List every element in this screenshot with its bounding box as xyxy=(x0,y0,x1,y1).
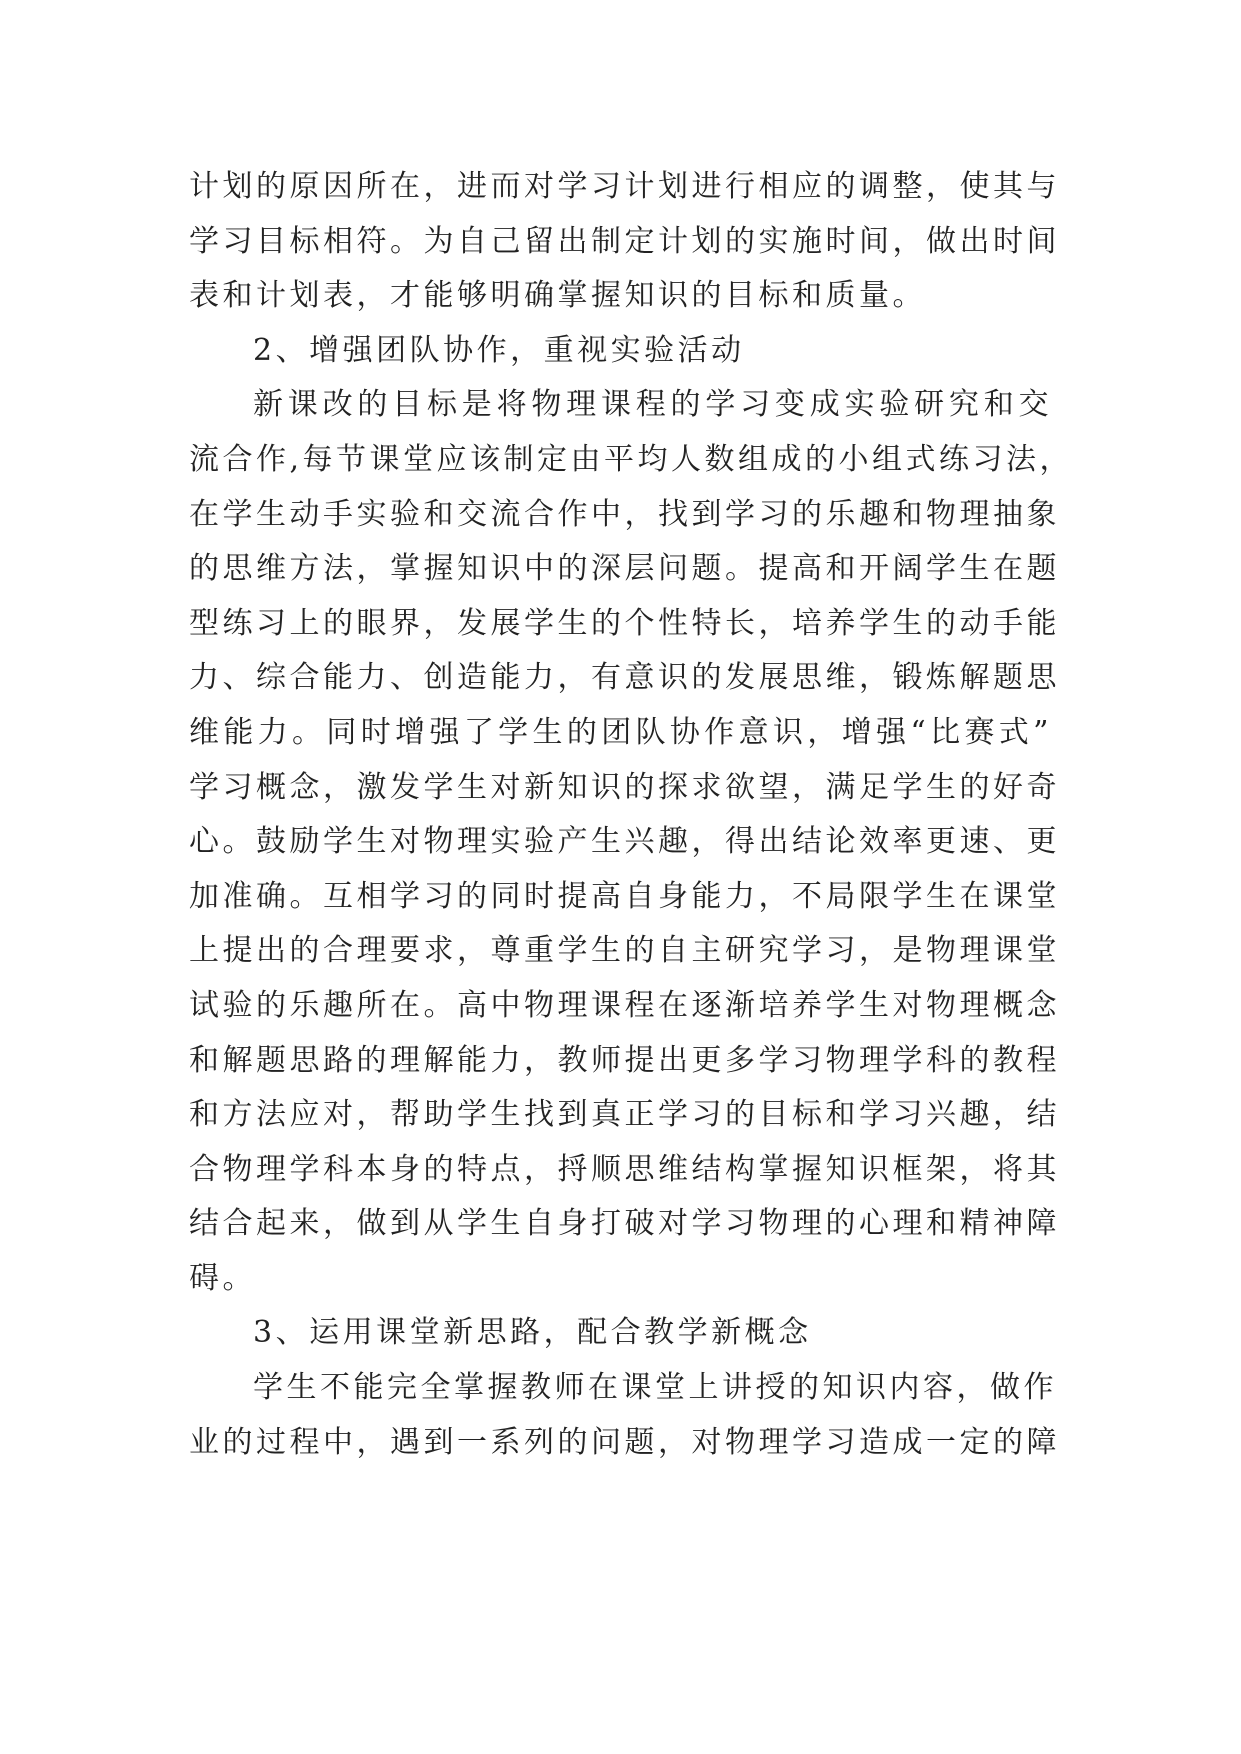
text-line: 碍。 xyxy=(189,1260,256,1296)
text-line: 维能力。同时增强了学生的团队协作意识，增强“比赛式” xyxy=(189,714,1052,750)
body-text xyxy=(189,160,1074,1470)
text-line: 计划的原因所在，进而对学习计划进行相应的调整，使其与 xyxy=(189,169,1060,204)
text-line: 型练习上的眼界，发展学生的个性特长，培养学生的动手能 xyxy=(189,605,1060,641)
text-line: 学习概念，激发学生对新知识的探求欲望，满足学生的好奇 xyxy=(189,769,1060,805)
text-line: 力、综合能力、创造能力，有意识的发展思维，锻炼解题思 xyxy=(189,660,1060,696)
text-line: 结合起来，做到从学生自身打破对学习物理的心理和精神障 xyxy=(189,1206,1060,1242)
text-line: 合物理学科本身的特点，捋顺思维结构掌握知识框架，将其 xyxy=(189,1151,1060,1187)
text-line: 加准确。互相学习的同时提高自身能力，不局限学生在课堂 xyxy=(189,878,1060,914)
text-line: 业的过程中，遇到一系列的问题，对物理学习造成一定的障 xyxy=(189,1424,1060,1460)
text-line: 学生不能完全掌握教师在课堂上讲授的知识内容，做作 xyxy=(253,1370,1057,1406)
text-line: 在学生动手实验和交流合作中，找到学习的乐趣和物理抽象 xyxy=(189,496,1060,532)
text-line: 和解题思路的理解能力，教师提出更多学习物理学科的教程 xyxy=(189,1042,1060,1078)
text-line: 的思维方法，掌握知识中的深层问题。提高和开阔学生在题 xyxy=(189,551,1060,587)
text-line: 学习目标相符。为自己留出制定计划的实施时间，做出时间 xyxy=(189,223,1060,259)
text-line: 新课改的目标是将物理课程的学习变成实验研究和交 xyxy=(253,387,1052,423)
text-line: 表和计划表，才能够明确掌握知识的目标和质量。 xyxy=(189,278,926,314)
text-line: 心。鼓励学生对物理实验产生兴趣，得出结论效率更速、更 xyxy=(189,824,1060,860)
text-line: 和方法应对，帮助学生找到真正学习的目标和学习兴趣，结 xyxy=(189,1097,1060,1133)
text-line: 流合作,每节课堂应该制定由平均人数组成的小组式练习法， xyxy=(189,441,1074,477)
section-heading-3: 3、运用课堂新思路，配合教学新概念 xyxy=(253,1315,812,1351)
text-line: 试验的乐趣所在。高中物理课程在逐渐培养学生对物理概念 xyxy=(189,987,1060,1023)
text-line: 上提出的合理要求，尊重学生的自主研究学习，是物理课堂 xyxy=(189,933,1060,969)
section-heading-2: 2、增强团队协作，重视实验活动 xyxy=(253,332,745,368)
